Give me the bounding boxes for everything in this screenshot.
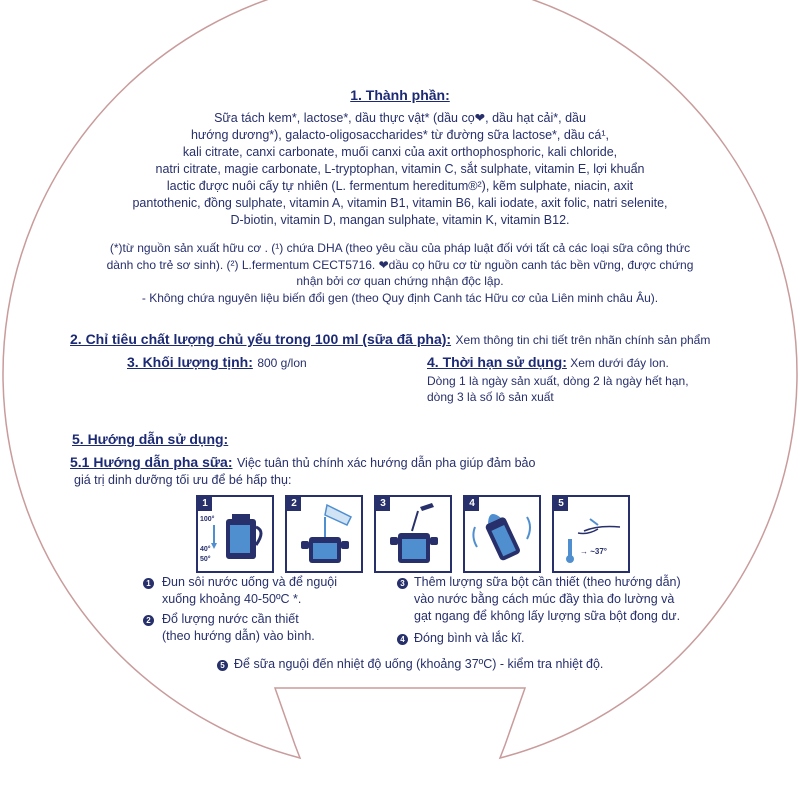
- section5-sub-title: 5.1 Hướng dẫn pha sữa:: [70, 454, 233, 470]
- section4-line: dòng 3 là số lô sản xuất: [427, 390, 554, 404]
- instruction-4-bullet: 4: [397, 634, 408, 645]
- ingredients-line: D-biotin, vitamin D, mangan sulphate, vitamin K, vitamin B12.: [230, 213, 570, 227]
- step-4-picture: [463, 495, 541, 573]
- shake-bottle-icon: [465, 497, 539, 571]
- notes-block: [40, 240, 760, 306]
- ingredients-line: lactic được nuôi cấy tự nhiên (L. fermentum hereditum®²), kẽm sulphate, niacin, axit: [166, 179, 634, 193]
- step-1-temp-low: 50°: [200, 556, 211, 563]
- section4-text: Xem dưới đáy lon.: [570, 356, 669, 370]
- instruction-line: gạt ngang để không lấy lượng sữa bột đong dư.: [414, 609, 681, 623]
- section5-sub-text2: giá trị dinh dưỡng tối ưu để bé hấp thụ:: [74, 473, 292, 487]
- instruction-4: [414, 630, 524, 647]
- test-temperature-icon: [554, 497, 628, 571]
- instruction-1-bullet: 1: [143, 578, 154, 589]
- instruction-line: Đóng bình và lắc kĩ.: [414, 631, 525, 645]
- step-1-picture: [196, 495, 274, 573]
- step-4-number: 4: [465, 497, 479, 511]
- instruction-line: (theo hướng dẫn) vào bình.: [162, 629, 315, 643]
- ingredients-line: Sữa tách kem*, lactose*, dầu thực vật* (dầu cọ❤, dầu hạt cải*, dầu: [214, 111, 586, 125]
- section4-line: Dòng 1 là ngày sản xuất, dòng 2 là ngày hết hạn,: [427, 373, 689, 388]
- instruction-line: Để sữa nguội đến nhiệt độ uống (khoảng 37ºC) - kiểm tra nhiệt độ.: [234, 657, 604, 671]
- notes-line: (*)từ nguồn sản xuất hữu cơ . (¹) chứa DHA (theo yêu cầu của pháp luật đối với tất cả các loại sữa công thức: [109, 241, 691, 255]
- ingredients-line: kali citrate, canxi carbonate, muối canxi của axit orthophosphoric, kali chloride,: [182, 145, 618, 159]
- instruction-2-bullet: 2: [143, 615, 154, 626]
- step-1-number: 1: [198, 497, 212, 511]
- section3: [127, 354, 307, 372]
- section5-title: [72, 431, 228, 447]
- instruction-5-bullet: 5: [217, 660, 228, 671]
- step-1-temp-high: 100°: [200, 516, 215, 523]
- section2-title: 2. Chỉ tiêu chất lượng chủ yếu trong 100 ml (sữa đã pha):: [70, 331, 452, 347]
- section5-sub-text: Việc tuân thủ chính xác hướng dẫn pha giúp đảm bảo: [236, 456, 536, 470]
- ingredients-line: hướng dương*), galacto-oligosaccharides* từ đường sữa lactose*, dầu cá¹,: [190, 128, 610, 142]
- step-3-number: 3: [376, 497, 390, 511]
- notes-line: dành cho trẻ sơ sinh). (²) L.fermentum CECT5716. ❤dầu cọ hữu cơ từ nguồn canh tác bền vững, được chứng: [106, 257, 694, 272]
- instruction-line: Đun sôi nước uống và để nguội: [162, 575, 338, 589]
- instruction-1: [162, 574, 337, 608]
- instruction-line: xuống khoảng 40-50ºC *.: [162, 592, 302, 606]
- section3-title: 3. Khối lượng tịnh:: [127, 354, 253, 370]
- instruction-line: Đổ lượng nước cần thiết: [162, 612, 299, 626]
- step-5-temp: → ~37°: [580, 547, 607, 556]
- step-5-picture: [552, 495, 630, 573]
- step-3-picture: [374, 495, 452, 573]
- step-2-number: 2: [287, 497, 301, 511]
- notes-line: nhận bởi cơ quan chứng nhận độc lập.: [296, 274, 504, 288]
- section1-title: 1. Thành phần:: [350, 87, 450, 103]
- notes-line: - Không chứa nguyên liệu biến đổi gen (theo Quy định Canh tác Hữu cơ của Liên minh châu Âu).: [141, 290, 659, 305]
- section5-title-text: 5. Hướng dẫn sử dụng:: [72, 431, 229, 447]
- instruction-5: [234, 656, 603, 673]
- instruction-line: Thêm lượng sữa bột cần thiết (theo hướng dẫn): [414, 575, 681, 589]
- instruction-3: [414, 574, 681, 625]
- ingredients-line: pantothenic, đồng sulphate, vitamin A, vitamin B1, vitamin B6, kali iodate, axit folic, natri selenite,: [132, 196, 668, 210]
- section3-text: 800 g/lon: [257, 356, 307, 370]
- step-1-temp-mid: 40°: [200, 546, 211, 553]
- step-5-number: 5: [554, 497, 568, 511]
- step-2-picture: [285, 495, 363, 573]
- instruction-2: [162, 611, 315, 645]
- section5-sub: [70, 454, 535, 472]
- add-powder-icon: [376, 497, 450, 571]
- ingredients-line: natri citrate, magie carbonate, L-tryptophan, vitamin C, sắt sulphate, vitamin E, lợi khuẩn: [155, 162, 645, 176]
- section2: [70, 331, 770, 349]
- section2-text: Xem thông tin chi tiết trên nhãn chính sản phẩm: [455, 333, 711, 347]
- section4-title: 4. Thời hạn sử dụng:: [427, 354, 567, 370]
- ingredients-block: [60, 110, 740, 229]
- pour-water-icon: [287, 497, 361, 571]
- section4: [427, 354, 689, 406]
- instruction-line: vào nước bằng cách múc đầy thìa đo lường và: [414, 592, 675, 606]
- instruction-3-bullet: 3: [397, 578, 408, 589]
